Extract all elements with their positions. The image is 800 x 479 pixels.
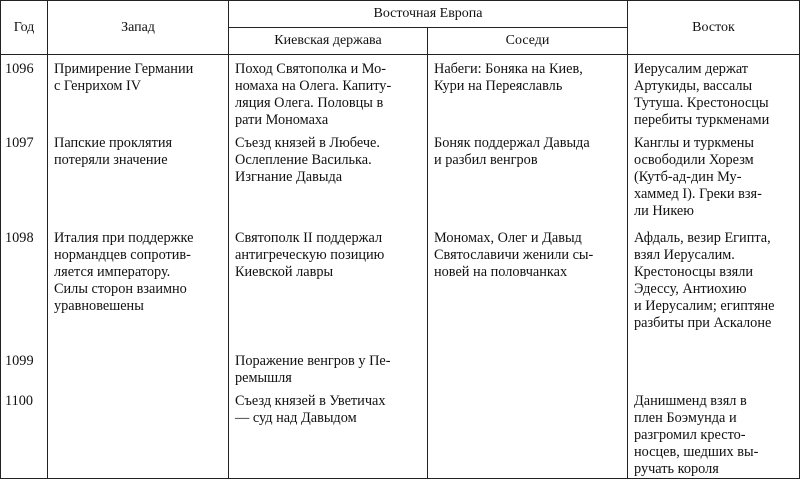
- cell-west: Италия при поддержке нормандцев сопротив- ляется императору. Силы сторон взаимно уравновешены: [48, 224, 229, 347]
- header-year: Год: [1, 1, 48, 55]
- cell-west: Папские проклятия потеряли значение: [48, 129, 229, 224]
- cell-kiev: Поражение венгров у Пе- ремышля: [229, 347, 428, 387]
- table-row: [1, 55, 800, 130]
- cell-kiev: Святополк II поддержал антигреческую позицию Киевской лавры: [229, 224, 428, 347]
- cell-east: Афдаль, везир Египта, взял Иерусалим. Крестоносцы взяли Эдессу, Антиохию и Иерусалим; египтяне разбиты при Аскалоне: [628, 224, 800, 347]
- table-row: [1, 387, 800, 479]
- header-neighbors: Соседи: [428, 28, 628, 55]
- cell-neighbors: Набеги: Боняка на Киев, Кури на Переяславль: [428, 55, 628, 130]
- cell-year: 1098: [1, 224, 48, 347]
- header-eastern-europe: Восточная Европа: [229, 1, 628, 28]
- cell-neighbors: Мономах, Олег и Давыд Святославичи женили сы- новей на половчанках: [428, 224, 628, 347]
- table-row: [1, 347, 800, 387]
- cell-neighbors: [428, 347, 628, 387]
- cell-kiev: Поход Святополка и Мо- номаха на Олега. Капиту- ляция Олега. Половцы в рати Мономаха: [229, 55, 428, 130]
- cell-east: Данишменд взял в плен Боэмунда и разгромил кресто- носцев, шедших вы- ручать короля: [628, 387, 800, 479]
- cell-west: [48, 387, 229, 479]
- cell-kiev: Съезд князей в Любече. Ослепление Василька. Изгнание Давыда: [229, 129, 428, 224]
- cell-neighbors: [428, 387, 628, 479]
- table-row: [1, 224, 800, 347]
- cell-west: Примирение Германии с Генрихом IV: [48, 55, 229, 130]
- cell-east: [628, 347, 800, 387]
- table-row: [1, 129, 800, 224]
- cell-kiev: Съезд князей в Уветичах — суд над Давыдом: [229, 387, 428, 479]
- cell-year: 1099: [1, 347, 48, 387]
- cell-west: [48, 347, 229, 387]
- cell-year: 1097: [1, 129, 48, 224]
- header-east: Восток: [628, 1, 800, 55]
- cell-year: 1096: [1, 55, 48, 130]
- cell-east: Иерусалим держат Артукиды, вассалы Тутуша. Крестоносцы перебиты туркменами: [628, 55, 800, 130]
- cell-east: Канглы и туркмены освободили Хорезм (Кутб-ад-дин Му- хаммед I). Греки взя- ли Никею: [628, 129, 800, 224]
- header-kiev: Киевская держава: [229, 28, 428, 55]
- header-west: Запад: [48, 1, 229, 55]
- cell-year: 1100: [1, 387, 48, 479]
- cell-neighbors: Боняк поддержал Давыда и разбил венгров: [428, 129, 628, 224]
